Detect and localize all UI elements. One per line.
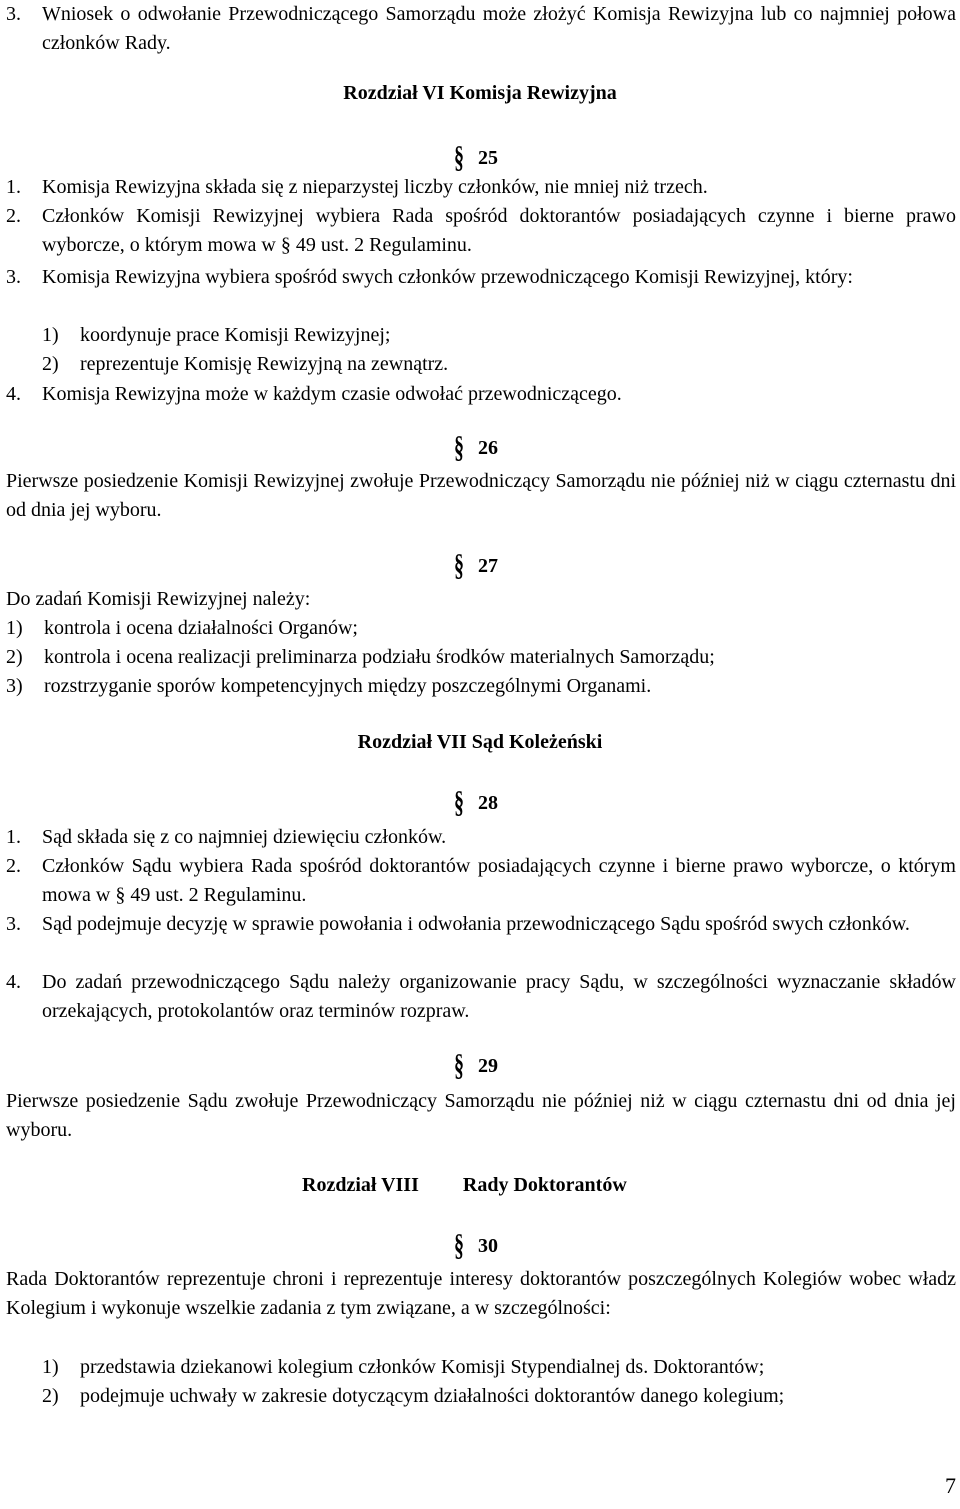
- sub-item-number: 2): [42, 1385, 59, 1407]
- sub-item-text: podejmuje uchwały w zakresie dotyczącym działalności doktorantów danego kolegium;: [80, 1385, 785, 1407]
- sub-item: [42, 1353, 956, 1382]
- sub-item-text: przedstawia dziekanowi kolegium członków Komisji Stypendialnej ds. Doktorantów;: [80, 1356, 765, 1378]
- section-number: [454, 785, 498, 820]
- sub-list: [6, 1353, 956, 1411]
- list-item: [6, 263, 956, 292]
- list-item: [6, 852, 956, 910]
- paragraph: Do zadań Komisji Rewizyjnej należy:: [6, 588, 311, 610]
- section-num: 25: [478, 147, 498, 169]
- page-number: 7: [945, 1473, 956, 1498]
- list-item: [6, 173, 956, 202]
- item-text: Sąd składa się z co najmniej dziewięciu członków.: [42, 826, 447, 848]
- list-item: [6, 380, 956, 409]
- sub-item-text: rozstrzyganie sporów kompetencyjnych między poszczególnymi Organami.: [44, 675, 652, 697]
- section-num: 29: [478, 1055, 498, 1077]
- chapter-heading: [302, 1171, 627, 1200]
- sub-item-text: kontrola i ocena działalności Organów;: [44, 617, 358, 639]
- sub-item-text: koordynuje prace Komisji Rewizyjnej;: [80, 324, 391, 346]
- sub-item-number: 3): [6, 675, 23, 697]
- sub-item-text: kontrola i ocena realizacji preliminarza podziału środków materialnych Samorządu;: [44, 646, 715, 668]
- section-symbol-icon: §: [454, 140, 464, 175]
- section-symbol-icon: §: [454, 1048, 464, 1083]
- item-number: 2.: [6, 855, 21, 877]
- list-item: [6, 0, 956, 58]
- chapter-label: Rozdział VIII: [302, 1174, 419, 1196]
- sub-item-number: 2): [42, 353, 59, 375]
- sub-item: [6, 614, 956, 643]
- section-number: [454, 140, 498, 175]
- item-text: Członków Sądu wybiera Rada spośród doktorantów posiadających czynne i bierne prawo wyborcze, o którym mowa w § 49 ust. 2 Regulaminu.: [42, 855, 956, 906]
- item-number: 1.: [6, 826, 21, 848]
- item-number: 4.: [6, 383, 21, 405]
- chapter-heading: Rozdział VII Sąd Koleżeński: [357, 731, 603, 753]
- sub-item-number: 2): [6, 646, 23, 668]
- item-text: Komisja Rewizyjna wybiera spośród swych członków przewodniczącego Komisji Rewizyjnej, który:: [42, 266, 853, 288]
- sub-item: [6, 643, 956, 672]
- item-text: Członków Komisji Rewizyjnej wybiera Rada spośród doktorantów posiadających czynne i bierne prawo wyborcze, o którym mowa w § 49 ust. 2 Regulaminu.: [42, 205, 956, 256]
- section-symbol-icon: §: [454, 430, 464, 465]
- section-number: [454, 430, 498, 465]
- section-symbol-icon: §: [454, 1228, 464, 1263]
- sub-item: [42, 321, 956, 350]
- sub-item-number: 1): [6, 617, 23, 639]
- section-number: [454, 548, 498, 583]
- item-text: Sąd podejmuje decyzję w sprawie powołania i odwołania przewodniczącego Sądu spośród swych członków.: [42, 913, 910, 935]
- sub-item-text: reprezentuje Komisję Rewizyjną na zewnątrz.: [80, 353, 449, 375]
- section-number: [454, 1228, 498, 1263]
- sub-list: [6, 321, 956, 379]
- list-item: [6, 202, 956, 260]
- sub-item: [42, 1382, 956, 1411]
- chapter-name: Rady Doktorantów: [462, 1174, 627, 1196]
- item-text: Wniosek o odwołanie Przewodniczącego Samorządu może złożyć Komisja Rewizyjna lub co najmniej połowa członków Rady.: [42, 3, 956, 54]
- item-number: 3.: [6, 266, 21, 288]
- item-number: 2.: [6, 205, 21, 227]
- paragraph: Rada Doktorantów reprezentuje chroni i reprezentuje interesy doktorantów poszczególnych Kolegiów wobec władz Kolegium i wykonuje wszelkie zadania z tym związane, a w szczególności:: [6, 1268, 956, 1319]
- sub-item-number: 1): [42, 324, 59, 346]
- section-num: 30: [478, 1235, 498, 1257]
- item-number: 3.: [6, 913, 21, 935]
- item-text: Komisja Rewizyjna może w każdym czasie odwołać przewodniczącego.: [42, 383, 622, 405]
- list-item: [6, 910, 956, 939]
- sub-item: [6, 672, 956, 701]
- sub-item-number: 1): [42, 1356, 59, 1378]
- item-text: Komisja Rewizyjna składa się z nieparzystej liczby członków, nie mniej niż trzech.: [42, 176, 708, 198]
- chapter-heading: Rozdział VI Komisja Rewizyjna: [343, 82, 617, 104]
- list-item: [6, 968, 956, 1026]
- item-number: 1.: [6, 176, 21, 198]
- paragraph: Pierwsze posiedzenie Komisji Rewizyjnej zwołuje Przewodniczący Samorządu nie później niż w ciągu czternastu dni od dnia jej wyboru.: [6, 470, 956, 521]
- section-num: 28: [478, 792, 498, 814]
- section-symbol-icon: §: [454, 548, 464, 583]
- paragraph: Pierwsze posiedzenie Sądu zwołuje Przewodniczący Samorządu nie później niż w ciągu czternastu dni od dnia jej wyboru.: [6, 1090, 956, 1141]
- item-number: 4.: [6, 971, 21, 993]
- item-text: Do zadań przewodniczącego Sądu należy organizowanie pracy Sądu, w szczególności wyznaczanie składów orzekających, protokolantów oraz terminów rozpraw.: [42, 971, 956, 1022]
- item-number: 3.: [6, 3, 21, 25]
- sub-list: [6, 614, 956, 701]
- section-symbol-icon: §: [454, 785, 464, 820]
- section-num: 26: [478, 437, 498, 459]
- section-number: [454, 1048, 498, 1083]
- sub-item: [42, 350, 956, 379]
- list-item: [6, 823, 956, 852]
- section-num: 27: [478, 555, 498, 577]
